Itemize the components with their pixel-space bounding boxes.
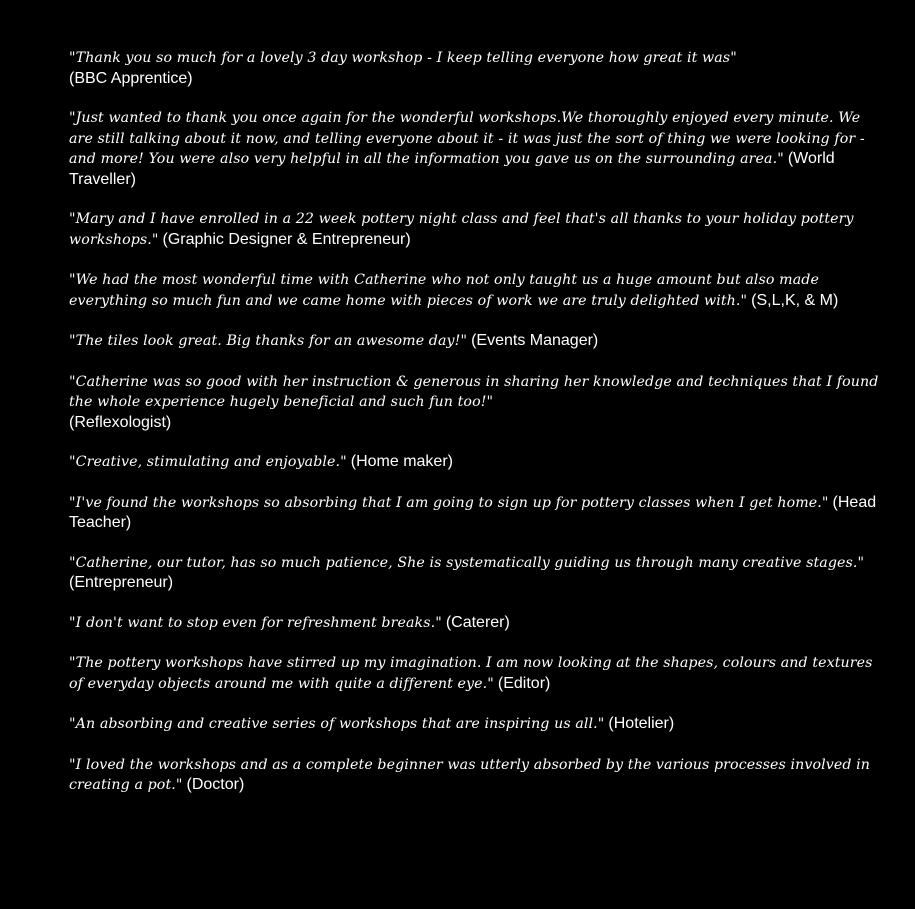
testimonial <box>69 452 879 473</box>
testimonial-quote: "I don't want to stop even for refreshment breaks." <box>69 614 442 631</box>
testimonial-quote: "Thank you so much for a lovely 3 day workshop - I keep telling everyone how great it was" <box>69 50 737 66</box>
testimonial-author: (Caterer) <box>445 613 510 631</box>
testimonial-quote: "Creative, stimulating and enjoyable." <box>69 454 347 470</box>
testimonials-list <box>69 48 879 816</box>
testimonial <box>69 653 879 694</box>
testimonial-quote: "Just wanted to thank you once again for the wonderful workshops.We thoroughly enjoyed every minute. We are still talking about it now, and telling everyone about it - it was just the sort of thing we were looking for - and more! You were also very helpful in all the information you gave us on the surrounding area." <box>69 110 865 167</box>
testimonial <box>69 48 879 88</box>
testimonial-author: (Editor) <box>497 674 551 692</box>
testimonial-author: (Entrepreneur) <box>69 574 174 591</box>
testimonial-quote: "The tiles look great. Big thanks for an awesome day!" <box>69 333 468 349</box>
testimonial <box>69 372 879 433</box>
testimonial-author: (Graphic Designer & Entrepreneur) <box>162 230 411 248</box>
testimonial-author: (World Traveller) <box>69 150 835 188</box>
testimonial-author: (Head Teacher) <box>69 493 877 531</box>
testimonial <box>69 613 879 634</box>
testimonial-author: (BBC Apprentice) <box>69 69 193 87</box>
testimonial <box>69 714 879 735</box>
testimonial-quote: "I've found the workshops so absorbing that I am going to sign up for pottery classes when I get home." <box>69 494 829 511</box>
testimonial <box>69 331 879 352</box>
testimonial-author: (Doctor) <box>186 776 245 793</box>
testimonial-quote: "Catherine, our tutor, has so much patience, She is systematically guiding us through many creative stages." <box>69 554 865 571</box>
testimonial <box>69 553 879 593</box>
testimonial-quote: "Catherine was so good with her instruction & generous in sharing her knowledge and techniques that I found the whole experience hugely beneficial and such fun too!" <box>69 373 879 410</box>
testimonial <box>69 108 879 189</box>
testimonial-quote: "The pottery workshops have stirred up my imagination. I am now looking at the shapes, colours and textures of everyday objects around me with quite a different eye." <box>69 655 873 692</box>
testimonial-author: (Reflexologist) <box>69 413 172 431</box>
testimonial-quote: "Mary and I have enrolled in a 22 week pottery night class and feel that's all thanks to your holiday pottery workshops." <box>69 211 854 248</box>
testimonial-quote: "I loved the workshops and as a complete beginner was utterly absorbed by the various processes involved in creating a pot." <box>69 756 871 793</box>
testimonial-author: (Events Manager) <box>471 332 599 349</box>
testimonial-author: (Hotelier) <box>608 715 675 732</box>
testimonial-quote: "We had the most wonderful time with Catherine who not only taught us a huge amount but also made everything so much fun and we came home with pieces of work we are truly delighted with." <box>69 272 819 309</box>
testimonial-quote: "An absorbing and creative series of workshops that are inspiring us all." <box>69 716 605 732</box>
testimonial-author: (Home maker) <box>350 453 453 470</box>
testimonial-author: (S,L,K, & M) <box>751 291 839 309</box>
testimonial <box>69 755 879 796</box>
testimonial <box>69 209 879 250</box>
testimonial <box>69 270 879 311</box>
testimonial <box>69 493 879 533</box>
